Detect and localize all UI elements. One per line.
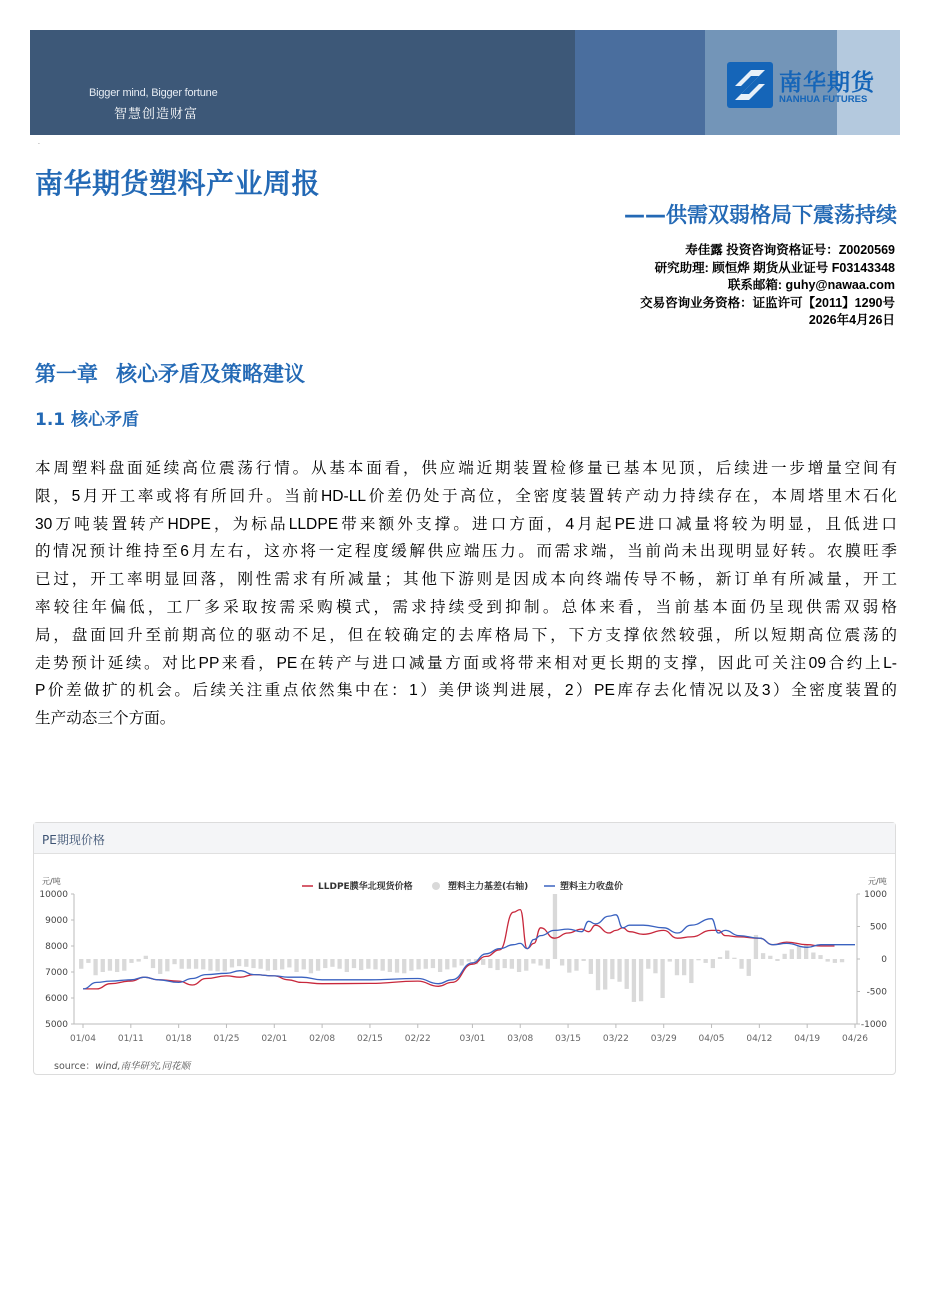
basis-bar xyxy=(187,959,191,969)
basis-bar xyxy=(668,959,672,962)
basis-bar xyxy=(682,959,686,975)
basis-bar xyxy=(373,959,377,969)
basis-bar xyxy=(108,959,112,971)
basis-bar xyxy=(495,959,499,970)
basis-bar xyxy=(811,953,815,960)
paragraph-line: 走势预计延续。对比PP来看，PE在转产与进口减量方面或将带来相对更长期的支撑，因此可关注09合约上L- xyxy=(35,654,897,672)
basis-bar xyxy=(646,959,650,969)
basis-bar xyxy=(337,959,341,969)
x-tick-label: 01/25 xyxy=(213,1034,240,1044)
banner-stripe xyxy=(575,30,705,135)
basis-bar xyxy=(790,949,794,959)
basis-bar xyxy=(675,959,679,975)
basis-bar xyxy=(359,959,363,970)
basis-bar xyxy=(424,959,428,969)
basis-bar xyxy=(144,956,148,959)
x-tick-label: 01/18 xyxy=(165,1034,192,1044)
basis-bar xyxy=(517,959,521,972)
basis-bar xyxy=(452,959,456,967)
basis-bar xyxy=(431,959,435,968)
x-tick-label: 02/15 xyxy=(356,1034,383,1044)
basis-bar xyxy=(596,959,600,990)
basis-bar xyxy=(459,959,463,966)
legend-label: LLDPE膜华北现货价格 xyxy=(318,882,413,892)
basis-bar xyxy=(747,959,751,976)
basis-bar xyxy=(503,959,507,968)
x-tick-label: 04/26 xyxy=(842,1034,868,1044)
source-value: wind,南华研究,同花顺 xyxy=(95,1061,191,1072)
basis-bar xyxy=(287,959,291,967)
basis-bar xyxy=(826,959,830,962)
basis-bar xyxy=(244,959,248,967)
pe-price-chart xyxy=(33,822,896,1075)
chart-plot xyxy=(34,854,895,1054)
basis-bar xyxy=(531,959,535,964)
y-tick-label: 6000 xyxy=(45,994,68,1004)
y-right-tick-label: -500 xyxy=(866,987,887,998)
basis-bar xyxy=(739,959,743,969)
basis-bar xyxy=(208,959,212,971)
basis-bar xyxy=(538,959,542,966)
basis-bar xyxy=(639,959,643,1001)
basis-bar xyxy=(101,959,105,972)
basis-bar xyxy=(402,959,406,973)
basis-bar xyxy=(725,951,729,959)
basis-bar xyxy=(553,894,557,959)
y-right-tick-label: 0 xyxy=(881,955,887,965)
basis-bar xyxy=(251,959,255,968)
x-tick-label: 02/22 xyxy=(404,1034,431,1044)
chart-header xyxy=(34,823,895,854)
basis-bar xyxy=(388,959,392,972)
basis-bar xyxy=(79,959,83,969)
basis-bar xyxy=(524,959,528,971)
basis-bar xyxy=(122,959,126,971)
y-right-axis-unit: 元/吨 xyxy=(868,877,887,886)
email-line[interactable]: 联系邮箱: guhy@nawaa.com xyxy=(727,278,895,292)
basis-bar xyxy=(782,954,786,959)
x-tick-label: 04/12 xyxy=(746,1034,773,1044)
basis-bar xyxy=(136,959,140,962)
basis-bar xyxy=(323,959,327,968)
basis-bar xyxy=(696,959,700,960)
page-marker: · xyxy=(38,141,40,148)
basis-bar xyxy=(115,959,119,972)
basis-bar xyxy=(833,959,837,963)
logo-text-english: NANHUA FUTURES xyxy=(779,94,868,105)
basis-bar xyxy=(711,959,715,968)
paragraph-line: 已过，开工率明显回落，刚性需求有所减量；其他下游则是因成本向终端传导不畅，新订单有所减量，开工 xyxy=(35,571,897,589)
y-tick-label: 7000 xyxy=(45,968,68,978)
basis-bar xyxy=(266,959,270,971)
basis-bar xyxy=(445,959,449,969)
x-tick-label: 04/19 xyxy=(794,1034,821,1044)
basis-bar xyxy=(818,955,822,959)
basis-bar xyxy=(488,959,492,968)
chart-title: PE期现价格 xyxy=(42,833,105,847)
x-tick-label: 04/05 xyxy=(698,1034,725,1044)
basis-bar xyxy=(603,959,607,990)
basis-bar xyxy=(381,959,385,971)
license-line: 交易咨询业务资格：证监许可【2011】1290号 xyxy=(640,295,895,310)
assistant-line: 研究助理: 顾恒烨 期货从业证号 F03143348 xyxy=(654,260,895,275)
basis-bar xyxy=(223,959,227,971)
basis-bar xyxy=(259,959,263,969)
y-tick-label: 9000 xyxy=(45,916,68,926)
y-right-tick-label: 500 xyxy=(869,922,887,933)
paragraph-line: 限，5月开工率或将有所回升。当前HD-LL价差仍处于高位，全密度装置转产动力持续存在，本周塔里木石化 xyxy=(35,487,897,505)
basis-bar xyxy=(582,959,586,961)
basis-bar xyxy=(704,959,708,963)
chapter-heading xyxy=(35,358,305,388)
x-tick-label: 01/11 xyxy=(117,1034,144,1044)
author-info xyxy=(640,242,895,330)
report-title: 南华期货塑料产业周报 xyxy=(35,167,321,200)
basis-bar xyxy=(438,959,442,972)
basis-bar xyxy=(409,959,413,971)
series-line xyxy=(83,915,855,989)
x-tick-label: 03/22 xyxy=(602,1034,629,1044)
paragraph-line: 的情况预计维持至6月左右，这亦将一定程度缓解供应端压力。而需求端，当前尚未出现明显好转。农膜旺季 xyxy=(35,543,897,561)
basis-bar xyxy=(797,946,801,959)
x-tick-label: 01/04 xyxy=(70,1034,96,1044)
basis-bar xyxy=(316,959,320,971)
basis-bar xyxy=(560,959,564,966)
basis-bar xyxy=(625,959,629,989)
company-logo xyxy=(727,62,897,110)
header-banner xyxy=(30,30,900,135)
logo-text-chinese: 南华期货 xyxy=(779,70,875,96)
basis-bar xyxy=(129,959,133,963)
basis-bar xyxy=(165,959,169,971)
x-tick-label: 03/15 xyxy=(555,1034,582,1044)
basis-bar xyxy=(345,959,349,972)
source-label: source： xyxy=(54,1061,96,1072)
basis-bar xyxy=(237,959,241,966)
basis-bar xyxy=(395,959,399,973)
x-tick-label: 03/08 xyxy=(507,1034,534,1044)
basis-bar xyxy=(93,959,97,975)
report-date: 2026年4月26日 xyxy=(808,313,895,327)
basis-bar xyxy=(617,959,621,982)
y-tick-label: 10000 xyxy=(39,890,68,900)
basis-bar xyxy=(86,959,90,963)
slogan-chinese: 智慧创造财富 xyxy=(114,107,199,122)
basis-bar xyxy=(180,959,184,969)
basis-bar xyxy=(151,959,155,968)
basis-bar xyxy=(352,959,356,968)
paragraph-line: P价差做扩的机会。后续关注重点依然集中在：1）美伊谈判进展，2）PE库存去化情况以及3）全密度装置的 xyxy=(35,682,897,700)
basis-bar xyxy=(689,959,693,983)
basis-bar xyxy=(510,959,514,969)
basis-bar xyxy=(567,959,571,973)
slogan-english: Bigger mind, Bigger fortune xyxy=(89,87,218,99)
analyst-line: 寿佳露 投资咨询资格证号：Z0020569 xyxy=(685,243,895,257)
paragraph-line: 率较往年偏低，工厂多采取按需采购模式，需求持续受到抑制。总体来看，当前基本面仍呈现供需双弱格 xyxy=(35,598,897,616)
legend-label: 塑料主力收盘价 xyxy=(560,882,624,892)
basis-bar xyxy=(416,959,420,969)
basis-bar xyxy=(775,959,779,961)
basis-bar xyxy=(546,959,550,969)
basis-bar xyxy=(632,959,636,1002)
basis-bar xyxy=(294,959,298,972)
y-right-tick-label: 1000 xyxy=(864,890,887,900)
chapter-title: 核心矛盾及策略建议 xyxy=(116,362,305,386)
basis-bar xyxy=(280,959,284,969)
y-axis-unit: 元/吨 xyxy=(42,877,61,886)
logo-mark-icon xyxy=(727,62,773,108)
basis-bar xyxy=(230,959,234,967)
paragraph-line: 本周塑料盘面延续高位震荡行情。从基本面看，供应端近期装置检修量已基本见顶，后续进一步增量空间有 xyxy=(35,460,897,477)
section-heading: 1.1 核心矛盾 xyxy=(35,410,140,430)
basis-bar xyxy=(273,959,277,970)
body-paragraph xyxy=(35,455,897,733)
basis-bar xyxy=(481,959,485,965)
basis-bar xyxy=(366,959,370,969)
x-tick-label: 02/01 xyxy=(261,1034,288,1044)
x-tick-label: 03/01 xyxy=(459,1034,486,1044)
chart-source xyxy=(54,1058,190,1072)
legend-label: 塑料主力基差(右轴) xyxy=(448,882,529,892)
basis-bar xyxy=(309,959,313,973)
basis-bar xyxy=(718,957,722,959)
basis-bar xyxy=(840,959,844,962)
basis-bar xyxy=(172,959,176,964)
basis-bar xyxy=(330,959,334,967)
basis-bar xyxy=(201,959,205,969)
basis-bar xyxy=(653,959,657,973)
basis-bar xyxy=(574,959,578,971)
x-tick-label: 02/08 xyxy=(309,1034,336,1044)
x-tick-label: 03/29 xyxy=(650,1034,677,1044)
basis-bar xyxy=(610,959,614,979)
paragraph-line: 30万吨装置转产HDPE，为标品LLDPE带来额外支撑。进口方面，4月起PE进口减量将较为明显，且低进口 xyxy=(35,515,897,533)
chapter-number: 第一章 xyxy=(35,362,98,386)
legend-dot-icon xyxy=(432,882,440,890)
basis-bar xyxy=(194,959,198,969)
basis-bar xyxy=(660,959,664,998)
paragraph-line: 生产动态三个方面。 xyxy=(35,710,176,728)
basis-bar xyxy=(732,958,736,959)
basis-bar xyxy=(589,959,593,974)
basis-bar xyxy=(302,959,306,969)
y-tick-label: 5000 xyxy=(45,1020,68,1030)
paragraph-line: 局，盘面回升至前期高位的驱动不足，但在较确定的去库格局下，下方支撑依然较强，所以短期高位震荡的 xyxy=(35,626,897,644)
basis-bar xyxy=(467,959,471,962)
basis-bar xyxy=(158,959,162,974)
basis-bar xyxy=(761,953,765,959)
basis-bar xyxy=(768,956,772,959)
report-subtitle: ——供需双弱格局下震荡持续 xyxy=(624,203,897,227)
y-right-tick-label: -1000 xyxy=(860,1020,887,1030)
y-tick-label: 8000 xyxy=(45,942,68,952)
basis-bar xyxy=(215,959,219,971)
